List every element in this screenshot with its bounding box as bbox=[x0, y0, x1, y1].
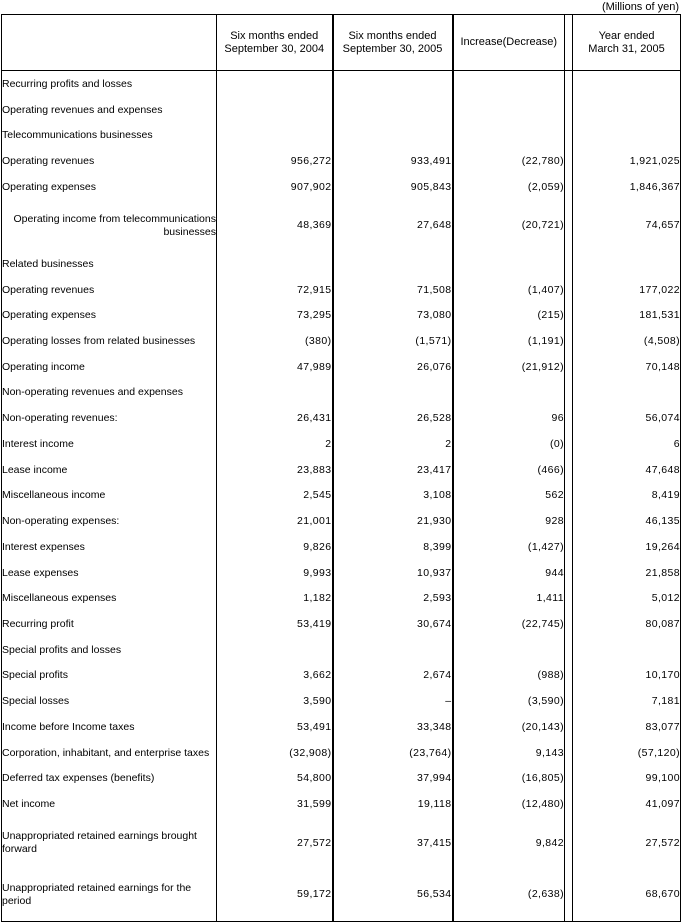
row-label: Operating revenues bbox=[2, 277, 217, 303]
value-increase-decrease bbox=[453, 71, 565, 98]
row-separator-gap bbox=[565, 637, 573, 663]
value-six-months-2004: 53,491 bbox=[217, 714, 333, 740]
value-six-months-2004 bbox=[217, 97, 333, 123]
row-label: Operating expenses bbox=[2, 174, 217, 200]
row-separator-gap bbox=[565, 869, 573, 922]
value-increase-decrease bbox=[453, 97, 565, 123]
row-label: Interest expenses bbox=[2, 534, 217, 560]
row-separator-gap bbox=[565, 586, 573, 612]
row-label: Operating losses from related businesses bbox=[2, 329, 217, 355]
value-six-months-2004: 2 bbox=[217, 432, 333, 458]
value-increase-decrease: 9,143 bbox=[453, 740, 565, 766]
value-increase-decrease: (1,407) bbox=[453, 277, 565, 303]
row-separator-gap bbox=[565, 560, 573, 586]
row-label: Net income bbox=[2, 792, 217, 818]
value-increase-decrease: (22,745) bbox=[453, 612, 565, 638]
table-row bbox=[2, 71, 681, 98]
row-separator-gap bbox=[565, 483, 573, 509]
row-separator-gap bbox=[565, 303, 573, 329]
value-increase-decrease: (988) bbox=[453, 663, 565, 689]
row-label: Miscellaneous expenses bbox=[2, 586, 217, 612]
table-header-row bbox=[2, 15, 681, 71]
row-separator-gap bbox=[565, 457, 573, 483]
column-header-2005-line1: Six months ended bbox=[348, 29, 437, 42]
value-six-months-2005: (23,764) bbox=[333, 740, 453, 766]
table-row bbox=[2, 329, 681, 355]
row-label: Special profits and losses bbox=[2, 637, 217, 663]
value-six-months-2004: 31,599 bbox=[217, 792, 333, 818]
row-label: Operating revenues bbox=[2, 149, 217, 175]
value-year-ended: 8,419 bbox=[651, 489, 680, 502]
value-six-months-2004: 3,662 bbox=[217, 663, 333, 689]
value-year-ended: 19,264 bbox=[645, 540, 680, 553]
row-separator-gap bbox=[565, 689, 573, 715]
column-header-year-ended bbox=[573, 15, 681, 71]
row-label: Lease income bbox=[2, 457, 217, 483]
row-separator-gap bbox=[565, 329, 573, 355]
row-separator-gap bbox=[565, 354, 573, 380]
table-row bbox=[2, 303, 681, 329]
row-label: Special profits bbox=[2, 663, 217, 689]
row-label: Recurring profit bbox=[2, 612, 217, 638]
value-increase-decrease: (12,480) bbox=[453, 792, 565, 818]
value-six-months-2005: 71,508 bbox=[333, 277, 453, 303]
row-label: Operating income bbox=[2, 354, 217, 380]
value-increase-decrease: 944 bbox=[453, 560, 565, 586]
value-increase-decrease bbox=[453, 380, 565, 406]
row-label: Operating income from telecommunications businesses bbox=[2, 200, 217, 251]
table-row bbox=[2, 612, 681, 638]
table-row bbox=[2, 869, 681, 922]
value-six-months-2005 bbox=[333, 97, 453, 123]
column-header-year-line2: March 31, 2005 bbox=[588, 42, 665, 55]
value-six-months-2005: 23,417 bbox=[333, 457, 453, 483]
value-six-months-2004: (32,908) bbox=[217, 740, 333, 766]
table-row bbox=[2, 457, 681, 483]
table-row bbox=[2, 740, 681, 766]
value-year-ended: 10,170 bbox=[645, 669, 680, 682]
column-header-label bbox=[2, 15, 217, 71]
value-six-months-2005: 2 bbox=[333, 432, 453, 458]
row-label: Miscellaneous income bbox=[2, 483, 217, 509]
value-six-months-2004: 1,182 bbox=[217, 586, 333, 612]
value-six-months-2005: 27,648 bbox=[333, 200, 453, 251]
column-header-2005 bbox=[333, 15, 453, 71]
value-six-months-2005: 56,534 bbox=[333, 869, 453, 922]
row-label: Operating revenues and expenses bbox=[2, 97, 217, 123]
value-six-months-2004 bbox=[217, 71, 333, 98]
row-label: Special losses bbox=[2, 689, 217, 715]
table-row bbox=[2, 123, 681, 149]
value-increase-decrease: 9,842 bbox=[453, 817, 565, 868]
value-year-ended: 68,670 bbox=[645, 888, 680, 901]
row-separator-gap bbox=[565, 792, 573, 818]
value-six-months-2004: 3,590 bbox=[217, 689, 333, 715]
value-increase-decrease: (20,143) bbox=[453, 714, 565, 740]
value-increase-decrease bbox=[453, 252, 565, 278]
value-six-months-2004: 23,883 bbox=[217, 457, 333, 483]
table-row bbox=[2, 560, 681, 586]
value-six-months-2005: 933,491 bbox=[333, 149, 453, 175]
row-separator-gap bbox=[565, 766, 573, 792]
value-year-ended: 70,148 bbox=[645, 360, 680, 373]
table-row bbox=[2, 483, 681, 509]
table-row bbox=[2, 637, 681, 663]
value-increase-decrease: 96 bbox=[453, 406, 565, 432]
value-six-months-2004: 48,369 bbox=[217, 200, 333, 251]
value-six-months-2004: 956,272 bbox=[217, 149, 333, 175]
value-year-ended: 56,074 bbox=[645, 412, 680, 425]
value-six-months-2004: 73,295 bbox=[217, 303, 333, 329]
row-label: Interest income bbox=[2, 432, 217, 458]
value-six-months-2004 bbox=[217, 637, 333, 663]
table-row bbox=[2, 792, 681, 818]
row-separator-gap bbox=[565, 612, 573, 638]
value-increase-decrease: (20,721) bbox=[453, 200, 565, 251]
value-year-ended bbox=[573, 71, 681, 98]
value-increase-decrease bbox=[453, 637, 565, 663]
row-label: Deferred tax expenses (benefits) bbox=[2, 766, 217, 792]
value-year-ended: (4,508) bbox=[643, 335, 680, 348]
value-six-months-2005 bbox=[333, 252, 453, 278]
table-row bbox=[2, 406, 681, 432]
value-year-ended: 7,181 bbox=[651, 695, 680, 708]
value-six-months-2005 bbox=[333, 637, 453, 663]
value-year-ended: 80,087 bbox=[645, 617, 680, 630]
value-year-ended: 74,657 bbox=[645, 219, 680, 232]
table-row bbox=[2, 714, 681, 740]
value-year-ended bbox=[573, 252, 681, 278]
table-row bbox=[2, 586, 681, 612]
value-year-ended: 41,097 bbox=[645, 797, 680, 810]
table-row bbox=[2, 97, 681, 123]
value-six-months-2005: – bbox=[333, 689, 453, 715]
table-body bbox=[2, 71, 681, 922]
value-increase-decrease: (1,427) bbox=[453, 534, 565, 560]
value-six-months-2004 bbox=[217, 123, 333, 149]
column-header-2004-line1: Six months ended bbox=[230, 29, 319, 42]
value-six-months-2005 bbox=[333, 71, 453, 98]
table-row bbox=[2, 380, 681, 406]
value-increase-decrease: (1,191) bbox=[453, 329, 565, 355]
value-six-months-2005: 21,930 bbox=[333, 509, 453, 535]
row-separator-gap bbox=[565, 380, 573, 406]
row-separator-gap bbox=[565, 714, 573, 740]
value-increase-decrease: 1,411 bbox=[453, 586, 565, 612]
row-label: Recurring profits and losses bbox=[2, 71, 217, 98]
value-six-months-2005: 37,994 bbox=[333, 766, 453, 792]
value-year-ended bbox=[573, 637, 681, 663]
table-row bbox=[2, 534, 681, 560]
row-separator-gap bbox=[565, 817, 573, 868]
value-six-months-2005 bbox=[333, 380, 453, 406]
value-six-months-2005: 26,528 bbox=[333, 406, 453, 432]
value-year-ended: 27,572 bbox=[645, 836, 680, 849]
row-separator-gap bbox=[565, 71, 573, 98]
table-row bbox=[2, 509, 681, 535]
value-increase-decrease: (21,912) bbox=[453, 354, 565, 380]
value-increase-decrease: (2,059) bbox=[453, 174, 565, 200]
value-year-ended: 99,100 bbox=[645, 772, 680, 785]
table-row bbox=[2, 817, 681, 868]
value-six-months-2004: 27,572 bbox=[217, 817, 333, 868]
row-separator-gap bbox=[565, 406, 573, 432]
table-row bbox=[2, 174, 681, 200]
row-label: Non-operating revenues and expenses bbox=[2, 380, 217, 406]
column-header-year-line1: Year ended bbox=[598, 29, 655, 42]
value-year-ended: (57,120) bbox=[637, 746, 680, 759]
value-six-months-2005: 8,399 bbox=[333, 534, 453, 560]
row-separator-gap bbox=[565, 663, 573, 689]
value-six-months-2004: 907,902 bbox=[217, 174, 333, 200]
value-six-months-2005: 10,937 bbox=[333, 560, 453, 586]
row-label: Lease expenses bbox=[2, 560, 217, 586]
value-year-ended: 21,858 bbox=[645, 566, 680, 579]
value-six-months-2004 bbox=[217, 380, 333, 406]
value-six-months-2005: (1,571) bbox=[333, 329, 453, 355]
value-six-months-2004: 9,826 bbox=[217, 534, 333, 560]
table-row bbox=[2, 663, 681, 689]
value-six-months-2005: 33,348 bbox=[333, 714, 453, 740]
unit-caption: (Millions of yen) bbox=[601, 1, 679, 13]
column-header-2004-line2: September 30, 2004 bbox=[224, 42, 325, 55]
value-six-months-2004: 2,545 bbox=[217, 483, 333, 509]
row-label: Non-operating expenses: bbox=[2, 509, 217, 535]
value-year-ended: 181,531 bbox=[639, 309, 680, 322]
value-year-ended: 47,648 bbox=[645, 463, 680, 476]
row-separator-gap bbox=[565, 277, 573, 303]
value-increase-decrease: 928 bbox=[453, 509, 565, 535]
table-row bbox=[2, 432, 681, 458]
row-label: Corporation, inhabitant, and enterprise taxes bbox=[2, 740, 217, 766]
value-six-months-2004 bbox=[217, 252, 333, 278]
row-label: Unappropriated retained earnings for the period bbox=[2, 869, 217, 922]
value-year-ended: 5,012 bbox=[651, 592, 680, 605]
table-row bbox=[2, 149, 681, 175]
value-year-ended: 83,077 bbox=[645, 720, 680, 733]
row-separator-gap bbox=[565, 534, 573, 560]
row-separator-gap bbox=[565, 123, 573, 149]
value-increase-decrease: (3,590) bbox=[453, 689, 565, 715]
row-separator-gap bbox=[565, 740, 573, 766]
value-increase-decrease: (215) bbox=[453, 303, 565, 329]
value-six-months-2004: 47,989 bbox=[217, 354, 333, 380]
column-header-increase-decrease: Increase(Decrease) bbox=[453, 15, 565, 71]
value-year-ended bbox=[573, 123, 681, 149]
value-year-ended bbox=[573, 380, 681, 406]
row-separator-gap bbox=[565, 97, 573, 123]
table-row bbox=[2, 689, 681, 715]
value-increase-decrease: (22,780) bbox=[453, 149, 565, 175]
table-row bbox=[2, 200, 681, 251]
row-separator-gap bbox=[565, 432, 573, 458]
value-six-months-2004: 72,915 bbox=[217, 277, 333, 303]
row-label: Income before Income taxes bbox=[2, 714, 217, 740]
row-label: Related businesses bbox=[2, 252, 217, 278]
row-separator-gap bbox=[565, 252, 573, 278]
value-year-ended: 177,022 bbox=[639, 283, 680, 296]
row-separator-gap bbox=[565, 149, 573, 175]
value-six-months-2005: 37,415 bbox=[333, 817, 453, 868]
value-six-months-2004: 53,419 bbox=[217, 612, 333, 638]
value-increase-decrease: 562 bbox=[453, 483, 565, 509]
financial-statement-table bbox=[1, 14, 681, 922]
value-six-months-2005: 905,843 bbox=[333, 174, 453, 200]
value-six-months-2005: 2,593 bbox=[333, 586, 453, 612]
value-six-months-2004: 54,800 bbox=[217, 766, 333, 792]
value-year-ended: 6 bbox=[673, 437, 680, 450]
value-year-ended: 46,135 bbox=[645, 515, 680, 528]
row-label: Unappropriated retained earnings brought forward bbox=[2, 817, 217, 868]
value-year-ended: 1,921,025 bbox=[629, 155, 680, 167]
value-six-months-2005: 2,674 bbox=[333, 663, 453, 689]
table-row bbox=[2, 252, 681, 278]
row-label: Telecommunications businesses bbox=[2, 123, 217, 149]
value-six-months-2004: (380) bbox=[217, 329, 333, 355]
value-six-months-2004: 21,001 bbox=[217, 509, 333, 535]
row-separator-gap bbox=[565, 200, 573, 251]
value-six-months-2004: 9,993 bbox=[217, 560, 333, 586]
table-row bbox=[2, 766, 681, 792]
value-increase-decrease: (2,638) bbox=[453, 869, 565, 922]
column-header-2004 bbox=[217, 15, 333, 71]
value-six-months-2005 bbox=[333, 123, 453, 149]
table-row bbox=[2, 277, 681, 303]
value-six-months-2005: 73,080 bbox=[333, 303, 453, 329]
table-row bbox=[2, 354, 681, 380]
row-separator-gap bbox=[565, 509, 573, 535]
value-six-months-2005: 30,674 bbox=[333, 612, 453, 638]
value-six-months-2005: 19,118 bbox=[333, 792, 453, 818]
value-six-months-2004: 26,431 bbox=[217, 406, 333, 432]
row-label: Non-operating revenues: bbox=[2, 406, 217, 432]
value-increase-decrease: (466) bbox=[453, 457, 565, 483]
column-header-2005-line2: September 30, 2005 bbox=[342, 42, 443, 55]
value-six-months-2005: 3,108 bbox=[333, 483, 453, 509]
row-label: Operating expenses bbox=[2, 303, 217, 329]
value-year-ended bbox=[573, 97, 681, 123]
row-separator-gap bbox=[565, 174, 573, 200]
value-increase-decrease bbox=[453, 123, 565, 149]
column-separator-gap bbox=[565, 15, 573, 71]
value-six-months-2004: 59,172 bbox=[217, 869, 333, 922]
value-increase-decrease: (0) bbox=[453, 432, 565, 458]
value-increase-decrease: (16,805) bbox=[453, 766, 565, 792]
value-six-months-2005: 26,076 bbox=[333, 354, 453, 380]
value-year-ended: 1,846,367 bbox=[629, 180, 680, 193]
